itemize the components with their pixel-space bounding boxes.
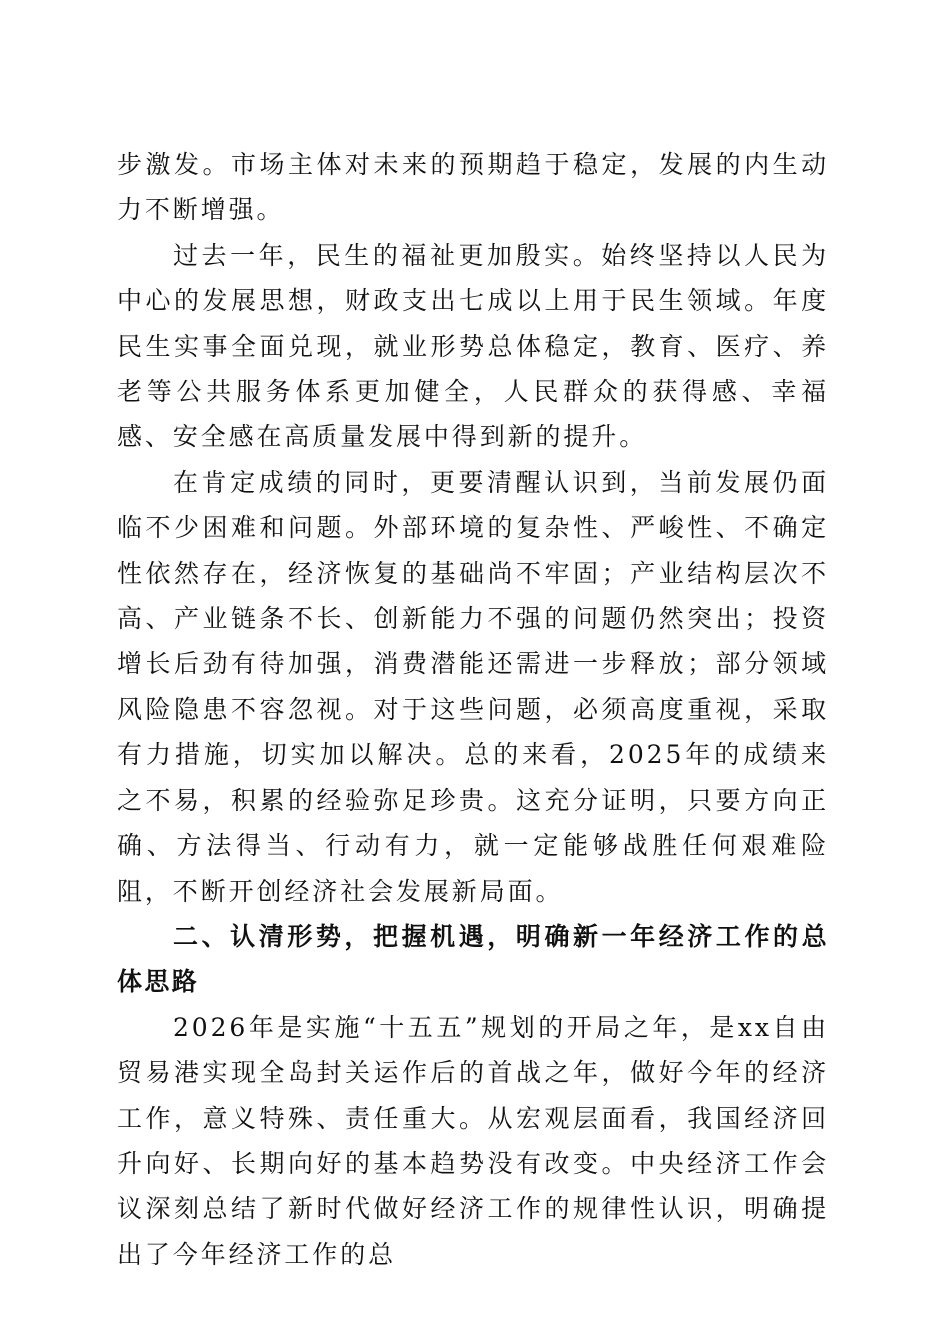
paragraph-livelihood: 过去一年，民生的福祉更加殷实。始终坚持以人民为中心的发展思想，财政支出七成以上用于民生领域。年度民生实事全面兑现，就业形势总体稳定，教育、医疗、养老等公共服务体系更加健全，人民群众的获得感、幸福感、安全感在高质量发展中得到新的提升。: [117, 240, 829, 452]
document-body: [117, 142, 829, 1277]
paragraph-problems: 在肯定成绩的同时，更要清醒认识到，当前发展仍面临不少困难和问题。外部环境的复杂性、严峻性、不确定性依然存在，经济恢复的基础尚不牢固；产业结构层次不高、产业链条不长、创新能力不强的问题仍然突出；投资增长后劲有待加强，消费潜能还需进一步释放；部分领域风险隐患不容忽视。对于这些问题，必须高度重视，采取有力措施，切实加以解决。总的来看，2025年的成绩来之不易，积累的经验弥足珍贵。这充分证明，只要方向正确、方法得当、行动有力，就一定能够战胜任何艰难险阻，不断开创经济社会发展新局面。: [117, 467, 829, 906]
paragraph-situation: 2026年是实施“十五五”规划的开局之年，是xx自由贸易港实现全岛封关运作后的首战之年，做好今年的经济工作，意义特殊、责任重大。从宏观层面看，我国经济回升向好、长期向好的基本趋势没有改变。中央经济工作会议深刻总结了新时代做好经济工作的规律性认识，明确提出了今年经济工作的总: [117, 1012, 829, 1269]
paragraph-continuation: 步激发。市场主体对未来的预期趋于稳定，发展的内生动力不断增强。: [117, 150, 829, 225]
section-heading-2: 二、认清形势，把握机遇，明确新一年经济工作的总体思路: [117, 921, 829, 997]
